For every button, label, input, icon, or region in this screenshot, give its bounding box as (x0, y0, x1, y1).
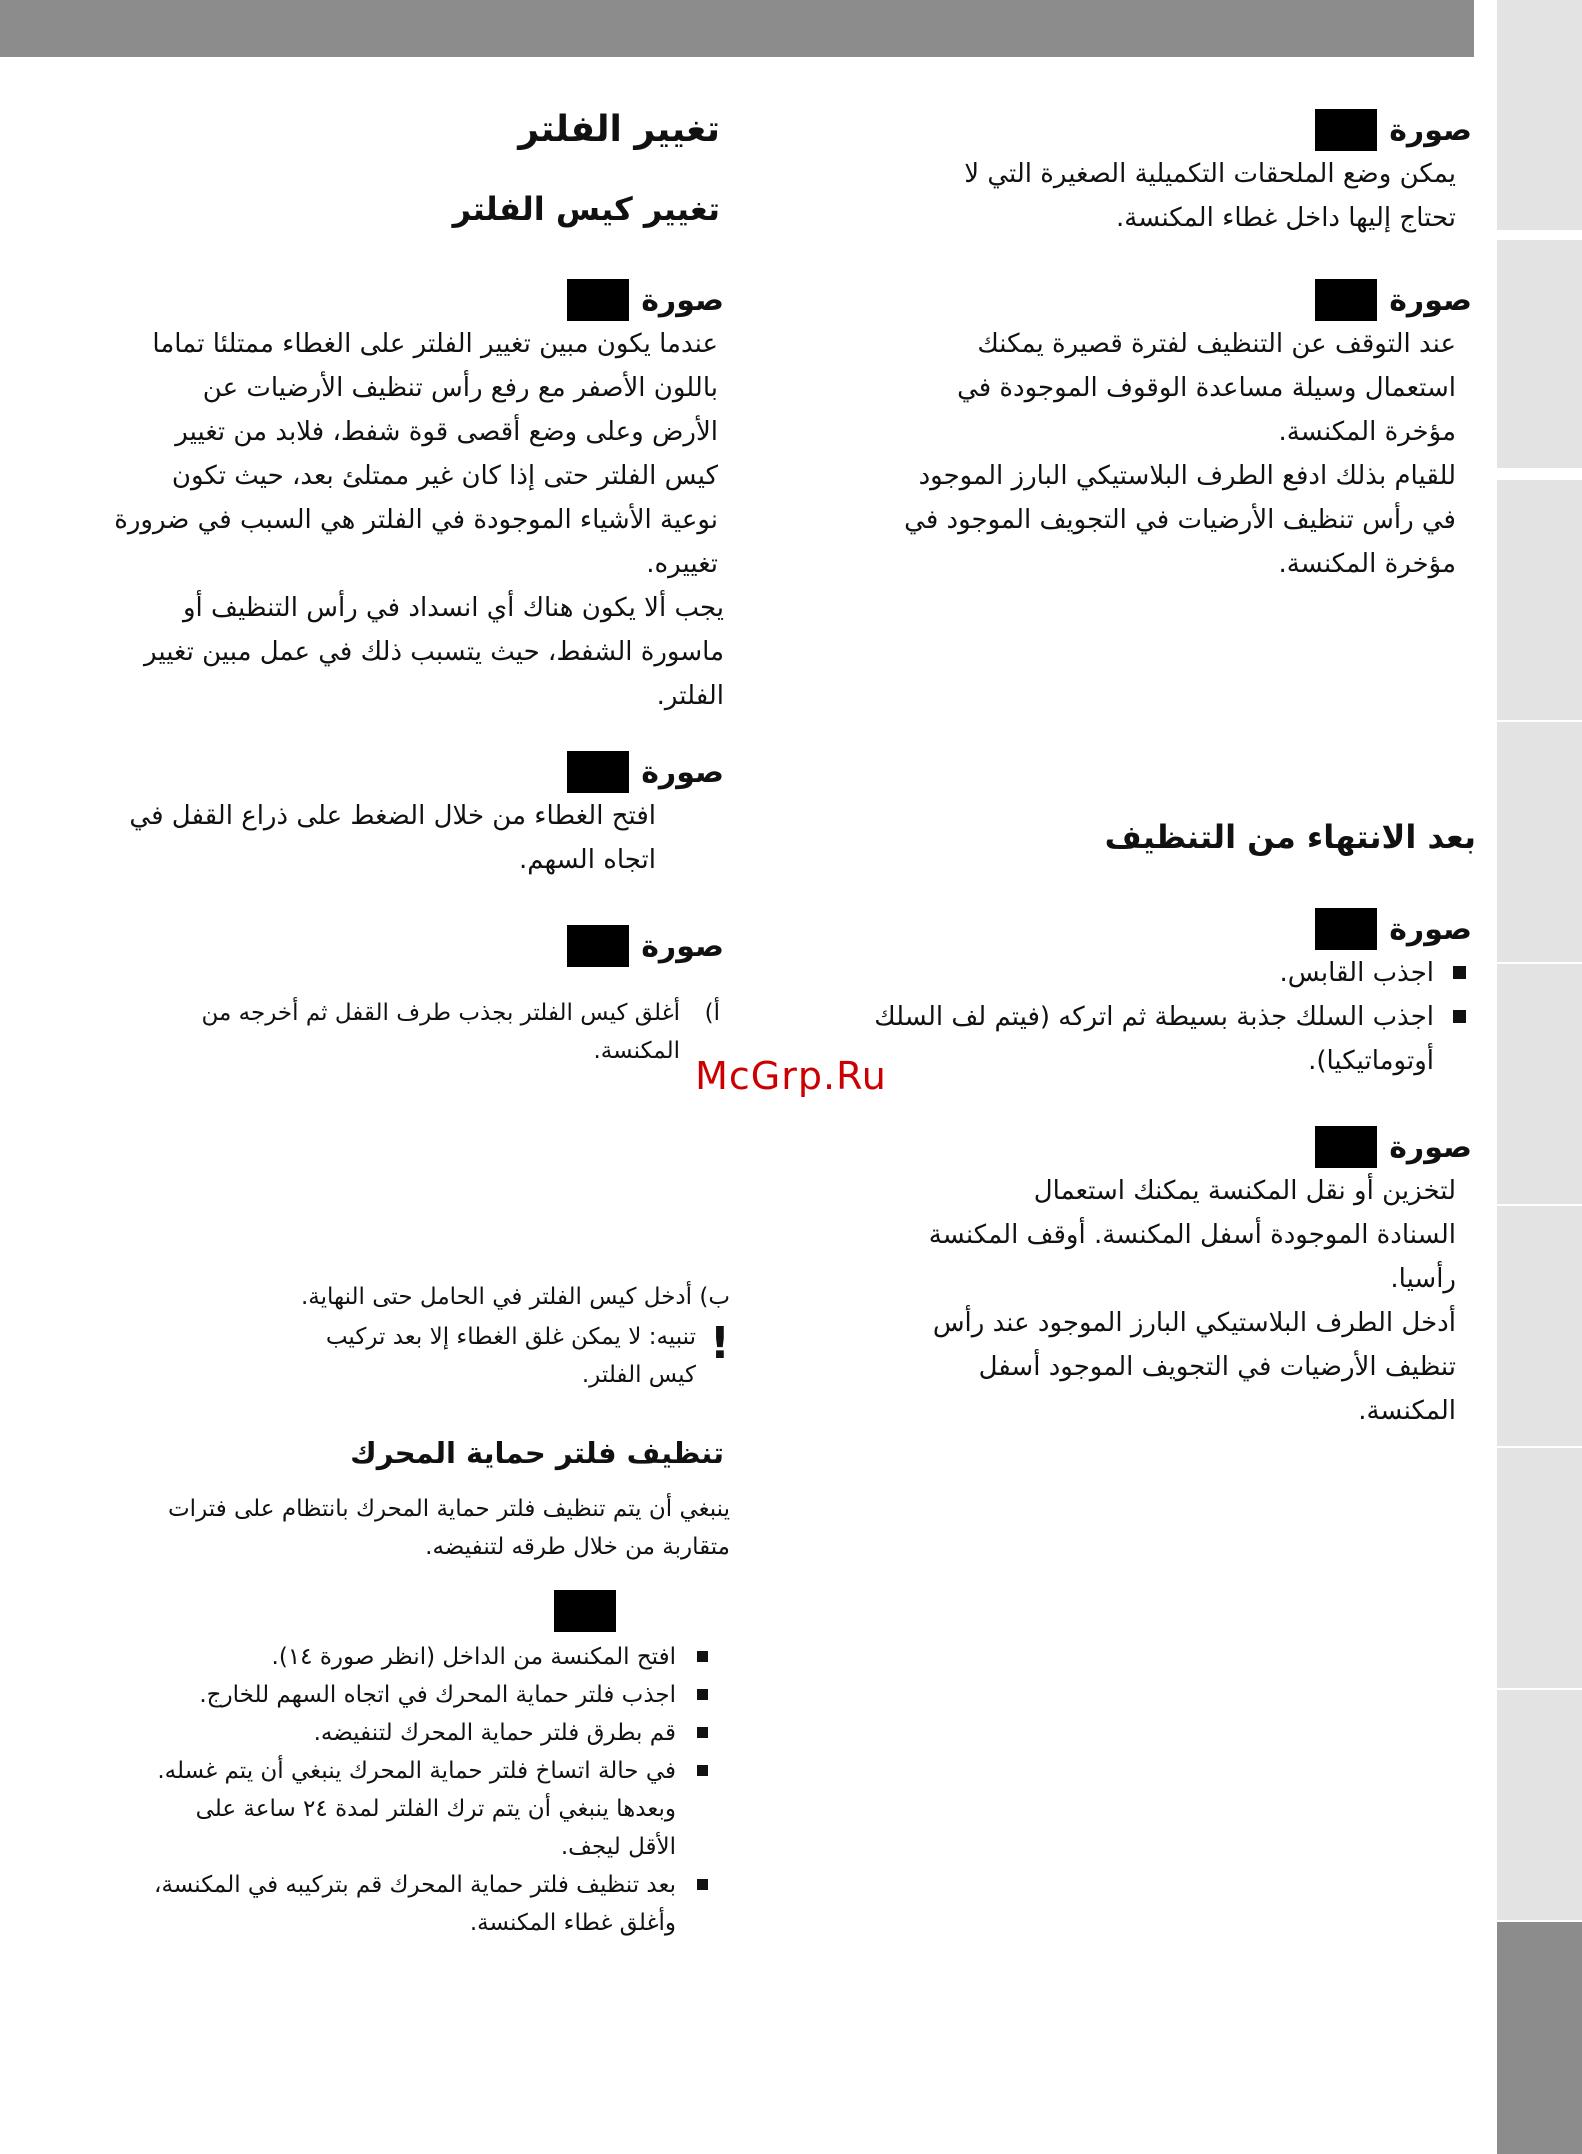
text-line: عندما يكون مبين تغيير الفلتر على الغطاء ممتلئا تماما (152, 329, 718, 359)
section-title: تغيير كيس الفلتر (452, 190, 720, 228)
paragraph (34, 322, 724, 586)
paragraph (772, 1301, 1472, 1433)
paragraph (752, 454, 1472, 586)
text-line: أوتوماتيكيا). (1308, 1046, 1434, 1076)
paragraph (782, 152, 1472, 240)
left-figure-3 (34, 924, 724, 1070)
figure-label: صورة (641, 282, 724, 318)
text-line: السنادة الموجودة أسفل المكنسة. أوقف المكنسة (928, 1220, 1456, 1250)
bullet-icon (697, 1689, 708, 1700)
figure-number-box (567, 751, 629, 793)
text-line: وبعدها ينبغي أن يتم ترك الفلتر لمدة ٢٤ ساعة على (195, 1796, 676, 1822)
bullet-icon (697, 1879, 708, 1890)
text-line: الأقل ليجف. (560, 1834, 676, 1860)
right-figure-1 (782, 108, 1472, 240)
after-cleaning-heading: بعد الانتهاء من التنظيف (1104, 818, 1476, 856)
bullet-icon (697, 1765, 708, 1776)
bullet-icon (697, 1651, 708, 1662)
text-line: لتخزين أو نقل المكنسة يمكنك استعمال (1033, 1176, 1456, 1206)
text-line: ماسورة الشفط، حيث يتسبب ذلك في عمل مبين تغيير (144, 637, 724, 667)
text-line: ينبغي أن يتم تنظيف فلتر حماية المحرك بانتظام على فترات (168, 1496, 730, 1522)
text-line: في حالة اتساخ فلتر حماية المحرك ينبغي أن يتم غسله. (157, 1758, 676, 1784)
bullet-list (34, 1638, 714, 1942)
figure-label: صورة (641, 754, 724, 790)
right-figure-2 (752, 278, 1472, 586)
watermark: McGrp.Ru (695, 1054, 887, 1098)
text-line: افتح الغطاء من خلال الضغط على ذراع القفل في (129, 801, 656, 831)
page-title: تغيير الفلتر (518, 109, 720, 150)
text-line: الفلتر. (656, 681, 724, 711)
list-item (34, 1866, 714, 1942)
text-line: قم بطرق فلتر حماية المحرك لتنفيضه. (313, 1720, 676, 1746)
list-item (34, 1676, 714, 1714)
text-line: رأسيا. (1390, 1264, 1456, 1294)
text-line: يمكن وضع الملحقات التكميلية الصغيرة التي لا (964, 159, 1456, 189)
figure-number-box (567, 279, 629, 321)
text-line: أدخل الطرف البلاستيكي البارز الموجود عند رأس (932, 1308, 1456, 1338)
right-figure-4 (772, 1125, 1472, 1433)
text-line: استعمال وسيلة مساعدة الوقوف الموجودة في (957, 373, 1456, 403)
text-line: مؤخرة المكنسة. (1278, 549, 1456, 579)
figure-number-box (567, 925, 629, 967)
list-item (34, 1714, 714, 1752)
figure-number-box (1315, 109, 1377, 151)
text-line: المكنسة. (1358, 1396, 1456, 1426)
left-figure-1 (34, 278, 724, 718)
paragraph (34, 794, 724, 882)
motor-filter-heading: تنظيف فلتر حماية المحرك (350, 1436, 724, 1470)
text-line: مؤخرة المكنسة. (1278, 417, 1456, 447)
side-tab (1497, 480, 1582, 720)
top-bar (0, 0, 1474, 57)
warning-icon: ! (709, 1318, 730, 1369)
figure-label: صورة (1389, 1129, 1472, 1165)
text-line: أغلق كيس الفلتر بجذب طرف القفل ثم أخرجه من (201, 1000, 680, 1026)
side-tab-active (1497, 1922, 1582, 2154)
text-line: كيس الفلتر حتى إذا كان غير ممتلئ بعد، حيث تكون (171, 461, 718, 491)
text-line: تغييره. (646, 549, 718, 579)
paragraph (772, 1169, 1472, 1301)
text-line: عند التوقف عن التنظيف لفترة قصيرة يمكنك (977, 329, 1456, 359)
text-line: تنظيف الأرضيات في التجويف الموجود أسفل (978, 1352, 1456, 1382)
text-line: يجب ألا يكون هناك أي انسداد في رأس التنظيف أو (182, 593, 724, 623)
figure-label: صورة (1389, 911, 1472, 947)
text-line: اتجاه السهم. (519, 845, 656, 875)
text-line: باللون الأصفر مع رفع رأس تنظيف الأرضيات عن (202, 373, 718, 403)
figure-label: صورة (1389, 112, 1472, 148)
side-tab (1497, 1448, 1582, 1688)
figure-number-box (554, 1590, 616, 1632)
text-line: المكنسة. (593, 1038, 680, 1064)
side-tab (1497, 0, 1582, 230)
left-figure-2 (34, 750, 724, 882)
text-line: نوعية الأشياء الموجودة في الفلتر هي السبب في ضرورة (114, 505, 718, 535)
paragraph (752, 322, 1472, 454)
motor-filter-intro (30, 1490, 730, 1566)
figure-label: صورة (641, 928, 724, 964)
figure-number-box (1315, 279, 1377, 321)
list-item (34, 1638, 714, 1676)
bullet-icon (697, 1727, 708, 1738)
text-line: متقاربة من خلال طرقه لتنفيضه. (425, 1534, 730, 1560)
text-line: تحتاج إليها داخل غطاء المكنسة. (1116, 203, 1456, 233)
text-line: الأرض وعلى وضع أقصى قوة شفط، فلابد من تغيير (175, 417, 718, 447)
text-line: افتح المكنسة من الداخل (انظر صورة ١٤). (271, 1644, 676, 1670)
text-line: تنبيه: لا يمكن غلق الغطاء إلا بعد تركيب (325, 1324, 696, 1350)
step-b: ب) أدخل كيس الفلتر في الحامل حتى النهاية. (300, 1284, 730, 1310)
figure-number-box (1315, 908, 1377, 950)
side-tab (1497, 240, 1582, 468)
side-tab (1497, 1690, 1582, 1920)
bullet-icon (1453, 966, 1466, 979)
figure-number-box (1315, 1126, 1377, 1168)
list-item (34, 1752, 714, 1866)
text-line: للقيام بذلك ادفع الطرف البلاستيكي البارز الموجود (918, 461, 1456, 491)
text-line: كيس الفلتر. (581, 1362, 696, 1388)
text-line: بعد تنظيف فلتر حماية المحرك قم بتركيبه في المكنسة، (154, 1872, 676, 1898)
step-marker: أ) (704, 1000, 720, 1026)
text-line: اجذب القابس. (1279, 958, 1434, 988)
paragraph (34, 586, 724, 718)
side-tab (1497, 1206, 1582, 1446)
warning-note (46, 1318, 730, 1394)
text-line: وأغلق غطاء المكنسة. (469, 1910, 676, 1936)
bullet-icon (1453, 1010, 1466, 1023)
list-item (772, 951, 1472, 995)
text-line: اجذب فلتر حماية المحرك في اتجاه السهم للخارج. (199, 1682, 676, 1708)
side-tab (1497, 722, 1582, 962)
motor-filter-steps (34, 1638, 714, 1942)
text-line: في رأس تنظيف الأرضيات في التجويف الموجود في (904, 505, 1456, 535)
text-line: اجذب السلك جذبة بسيطة ثم اتركه (فيتم لف السلك (874, 1002, 1434, 1032)
figure-label: صورة (1389, 282, 1472, 318)
